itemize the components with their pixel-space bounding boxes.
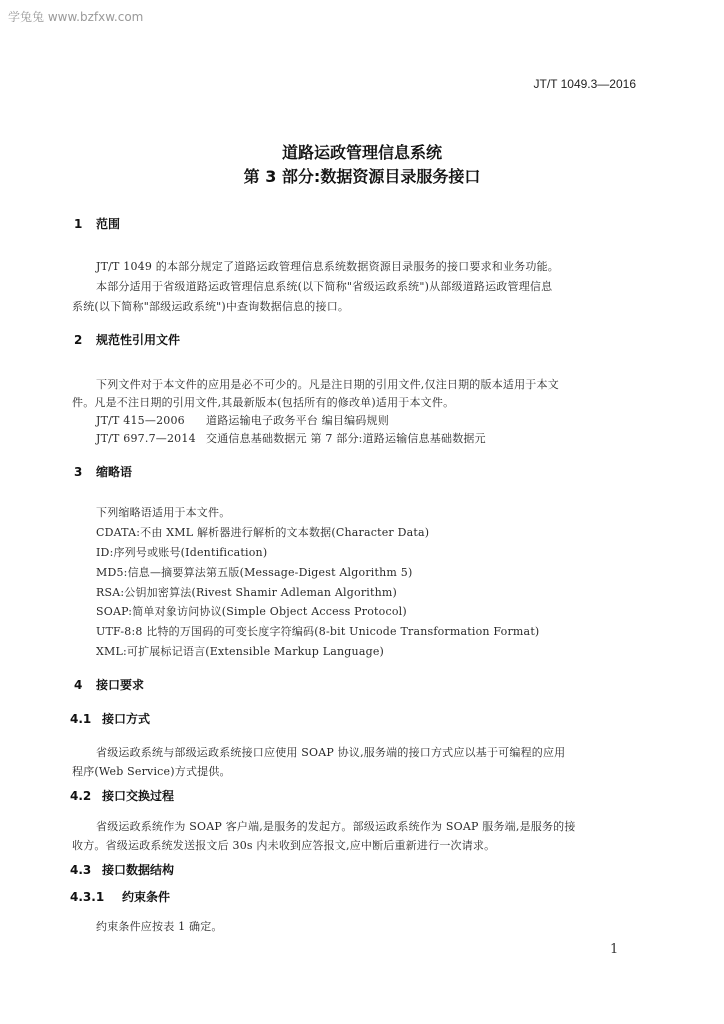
section-number: 3 [74,465,83,479]
interface-mode-paragraph-line2: 程序(Web Service)方式提供。 [72,765,231,778]
abbreviation-item: XML:可扩展标记语言(Extensible Markup Language) [96,645,385,658]
section-number: 2 [74,333,83,347]
watermark: 学兔兔 www.bzfxw.com [8,10,144,24]
section-title: 接口交换过程 [102,789,175,803]
reference-title: 交通信息基础数据元 第 7 部分:道路运输信息基础数据元 [206,432,486,445]
section-1-heading [74,215,120,232]
section-number: 4.3 [70,863,92,877]
section-4-heading [74,676,144,693]
section-4-3-heading [70,861,174,878]
scope-paragraph-2-line1: 本部分适用于省级道路运政管理信息系统(以下简称"省级运政系统")从部级道路运政管理信息 [96,280,553,293]
document-title-line1: 道路运政管理信息系统 [281,143,442,162]
abbreviation-item: CDATA:不由 XML 解析器进行解析的文本数据(Character Data) [96,526,430,539]
abbreviation-item: RSA:公钥加密算法(Rivest Shamir Adleman Algorithm) [96,586,398,599]
section-number: 1 [74,217,83,231]
document-title-line2: 第 3 部分:数据资源目录服务接口 [243,167,481,186]
reference-item [96,430,486,446]
section-4-1-heading [70,710,150,727]
references-intro-line2: 件。凡是不注日期的引用文件,其最新版本(包括所有的修改单)适用于本文件。 [72,396,455,409]
section-title: 接口要求 [96,678,145,692]
section-title: 约束条件 [122,890,171,904]
section-number: 4.3.1 [70,890,105,904]
section-number: 4.1 [70,712,92,726]
standard-number: JT/T 1049.3—2016 [533,77,636,91]
reference-code: JT/T 415—2006 [96,414,185,427]
section-2-heading [74,331,180,348]
abbreviation-item: SOAP:简单对象访问协议(Simple Object Access Protocol) [96,605,407,618]
exchange-process-paragraph-line1: 省级运政系统作为 SOAP 客户端,是服务的发起方。部级运政系统作为 SOAP 服务端,是服务的接 [96,820,576,833]
scope-paragraph-2-line2: 系统(以下简称"部级运政系统")中查询数据信息的接口。 [72,300,350,313]
abbreviation-item: ID:序列号或账号(Identification) [96,546,268,559]
section-number: 4 [74,678,83,692]
section-4-2-heading [70,787,174,804]
page-number: 1 [610,942,619,957]
section-3-heading [74,463,132,480]
constraints-paragraph: 约束条件应按表 1 确定。 [96,920,223,933]
abbreviation-item: MD5:信息—摘要算法第五版(Message-Digest Algorithm 5) [96,566,413,579]
reference-title: 道路运输电子政务平台 编目编码规则 [206,414,389,427]
scope-paragraph-1: JT/T 1049 的本部分规定了道路运政管理信息系统数据资源目录服务的接口要求和业务功能。 [96,260,559,273]
interface-mode-paragraph-line1: 省级运政系统与部级运政系统接口应使用 SOAP 协议,服务端的接口方式应以基于可编程的应用 [96,746,566,759]
exchange-process-paragraph-line2: 收方。省级运政系统发送报文后 30s 内未收到应答报文,应中断后重新进行一次请求。 [72,839,496,852]
references-intro-line1: 下列文件对于本文件的应用是必不可少的。凡是注日期的引用文件,仅注日期的版本适用于本文 [96,378,559,391]
section-number: 4.2 [70,789,92,803]
abbreviations-intro: 下列缩略语适用于本文件。 [96,506,231,519]
section-title: 范围 [96,217,121,231]
reference-item [96,412,389,428]
section-4-3-1-heading [70,888,170,905]
abbreviation-item: UTF-8:8 比特的万国码的可变长度字符编码(8-bit Unicode Transformation Format) [96,625,540,638]
reference-code: JT/T 697.7—2014 [96,432,196,445]
section-title: 接口数据结构 [102,863,175,877]
section-title: 缩略语 [96,465,133,479]
section-title: 规范性引用文件 [96,333,181,347]
section-title: 接口方式 [102,712,151,726]
